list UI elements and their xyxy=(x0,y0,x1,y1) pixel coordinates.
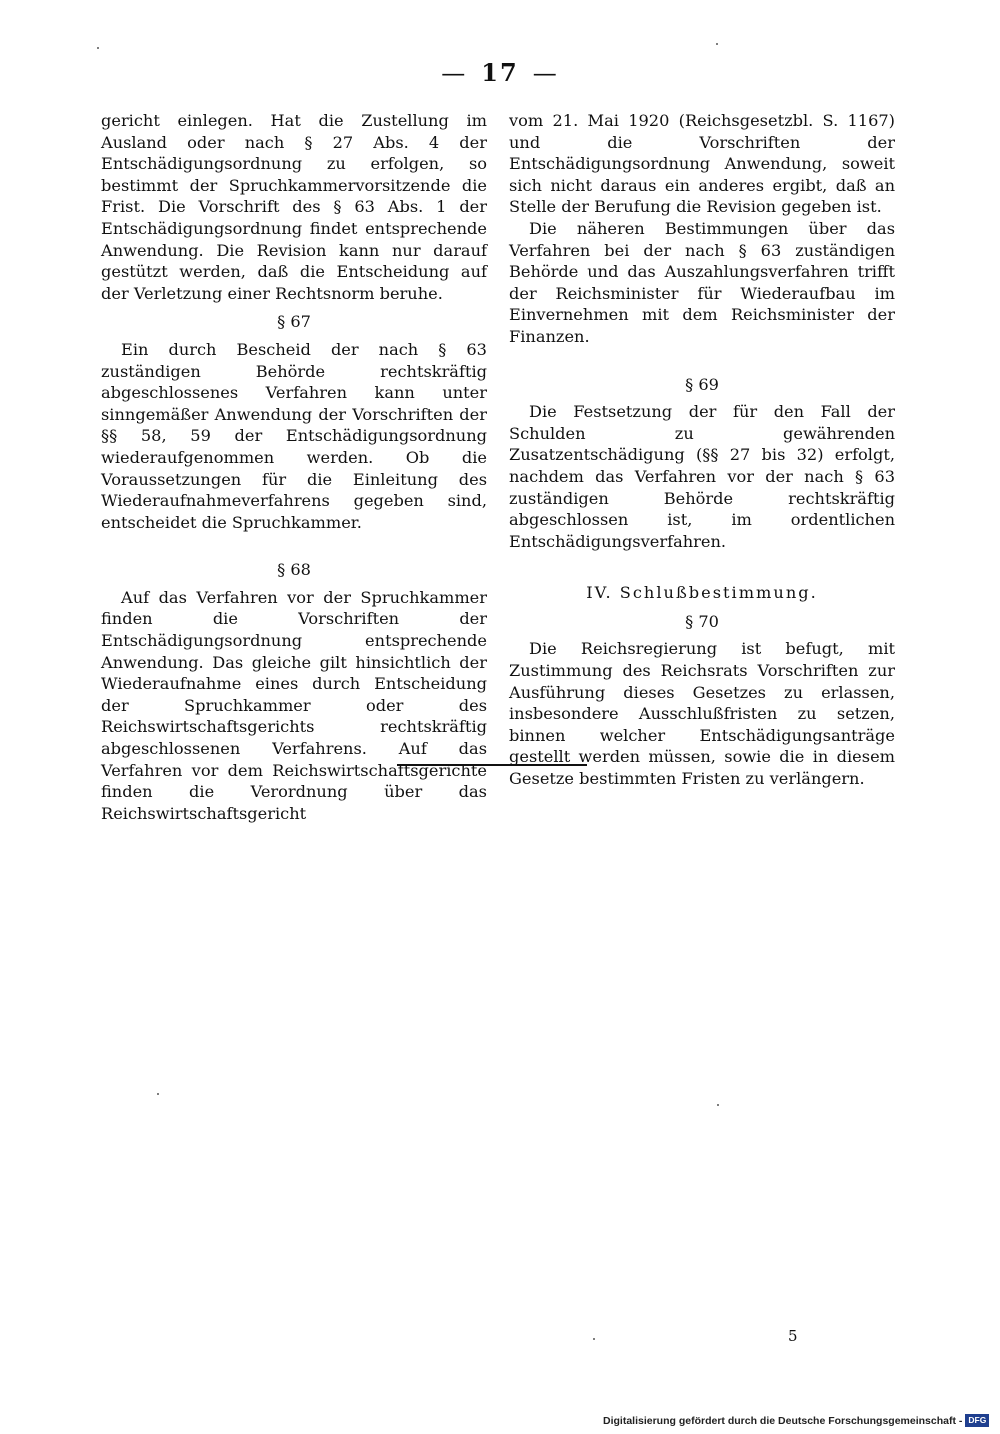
section-68-heading: § 68 xyxy=(277,560,311,580)
header-dash-right: — xyxy=(532,59,559,87)
part-iv-heading: IV. Schlußbestimmung. xyxy=(586,583,818,603)
section-68-text: Auf das Verfahren vor der Spruchkammer finden die Vorschriften der Entschädigungsordnung entsprechende Anwendung. Das gleiche gilt hinsichtlich der Wiederaufnahme eines durch Entscheidung der Spruchkammer oder des Reichswirtschaftsgerichts rechtskräftig abgeschlossenen Verfahrens. Auf das Verfahren vor dem Reichswirtschaftsgerichte finden die Verordnung über das Reichswirtschaftsgericht xyxy=(101,587,487,823)
right-paragraph-continued: vom 21. Mai 1920 (Reichsgesetzbl. S. 1167) und die Vorschriften der Entschädigungsordnung Anwendung, soweit sich nicht daraus ein anderes ergibt, daß an Stelle der Berufung die Revision gegeben ist. xyxy=(509,111,895,217)
right-paragraph-2: Die näheren Bestimmungen über das Verfahren bei der nach § 63 zuständigen Behörde und das Auszahlungsverfahren trifft der Reichsminister für Wiederaufbau im Einvernehmen mit dem Reichsminister der Finanzen. xyxy=(509,218,895,346)
scan-speck xyxy=(717,1104,719,1106)
signature-mark: 5 xyxy=(788,1327,798,1345)
scan-speck xyxy=(97,47,99,49)
end-rule xyxy=(397,764,587,766)
section-67-heading: § 67 xyxy=(277,312,311,332)
header-dash-left: — xyxy=(441,59,468,87)
credit-text: Digitalisierung gefördert durch die Deutsche Forschungsgemeinschaft - xyxy=(603,1414,963,1427)
scan-speck xyxy=(593,1338,595,1340)
left-column xyxy=(101,110,487,824)
section-70-heading: § 70 xyxy=(685,611,719,631)
right-column xyxy=(509,110,895,790)
page-number: 17 xyxy=(481,58,519,87)
section-70-text: Die Reichsregierung ist befugt, mit Zustimmung des Reichsrats Vorschriften zur Ausführung dieses Gesetzes zu erlassen, insbesondere Ausschlußfristen zu setzen, binnen welcher Entschädigungsanträge gestellt werden müssen, sowie die in diesem Gesetze bestimmten Fristen zu verlängern. xyxy=(509,639,895,789)
section-69-text: Die Festsetzung der für den Fall der Schulden zu gewährenden Zusatzentschädigung (§§ 27 bis 32) erfolgt, nachdem das Verfahren vor der nach § 63 zuständigen Behörde rechtskräftig abgeschlossen ist, im ordentlichen Entschädigungsverfahren. xyxy=(509,402,895,551)
scan-speck xyxy=(157,1093,159,1095)
left-paragraph-continued: gericht einlegen. Hat die Zustellung im Ausland oder nach § 27 Abs. 4 der Entschädigungsordnung zu erfolgen, so bestimmt der Spruchkammervorsitzende die Frist. Die Vorschrift des § 63 Abs. 1 der Entschädigungsordnung findet entsprechende Anwendung. Die Revision kann nur darauf gestützt werden, daß die Entscheidung auf der Verletzung einer Rechtsnorm beruhe. xyxy=(101,111,487,303)
section-67-text: Ein durch Bescheid der nach § 63 zuständigen Behörde rechtskräftig abgeschlossenes Verfahren kann unter sinngemäßer Anwendung der Vorschriften der §§ 58, 59 der Entschädigungsordnung wiederaufgenommen werden. Ob die Voraussetzungen für die Einleitung des Wiederaufnahmeverfahrens gegeben sind, entscheidet die Spruchkammer. xyxy=(101,339,487,532)
section-69-heading: § 69 xyxy=(685,374,719,394)
dfg-logo: DFG xyxy=(965,1414,989,1427)
page-header xyxy=(0,58,1000,87)
digitization-credit xyxy=(603,1414,989,1427)
scan-speck xyxy=(716,43,718,45)
